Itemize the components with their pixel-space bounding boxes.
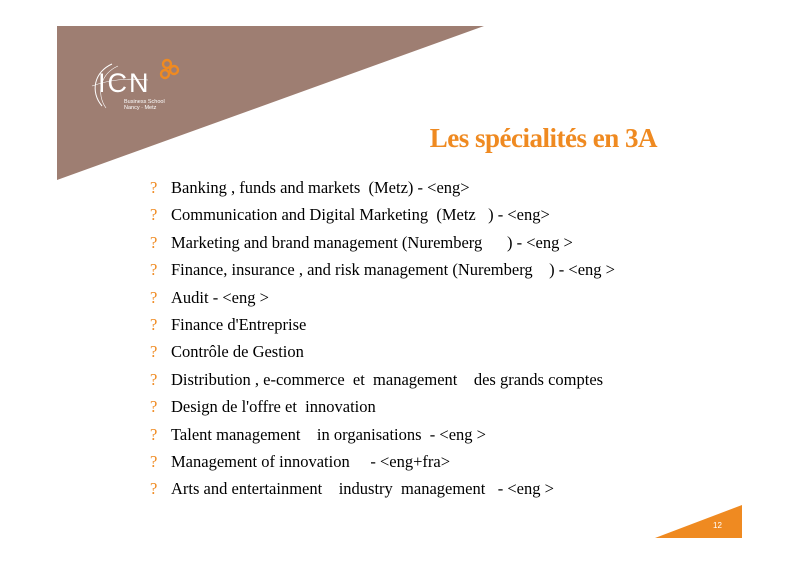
page-number: 12 — [713, 521, 722, 530]
list-item — [150, 340, 750, 367]
list-item — [150, 450, 750, 477]
bullet-icon: ? — [150, 314, 158, 334]
list-item — [150, 368, 750, 395]
list-item-text: Management of innovation - <eng+fra> — [171, 451, 451, 471]
list-item-text: Communication and Digital Marketing (Metz ) - <eng> — [171, 205, 550, 225]
list-item-text: Marketing and brand management (Nuremberg ) - <eng > — [171, 232, 573, 252]
bullet-icon: ? — [150, 232, 158, 252]
bullet-icon: ? — [150, 342, 158, 362]
bullet-icon: ? — [150, 479, 158, 499]
bullet-icon: ? — [150, 451, 158, 471]
list-item-text: Design de l'offre et innovation — [171, 397, 376, 417]
list-item — [150, 176, 750, 203]
logo-subtitle: Business School Nancy · Metz — [124, 99, 165, 111]
list-item-text: Audit - <eng > — [171, 287, 269, 307]
bullet-icon: ? — [150, 397, 158, 417]
list-item — [150, 395, 750, 422]
list-item — [150, 203, 750, 230]
bullet-icon: ? — [150, 178, 158, 197]
list-item-text: Finance, insurance , and risk management (Nuremberg ) - <eng > — [171, 260, 615, 280]
specialities-list — [150, 176, 750, 505]
list-item — [150, 286, 750, 313]
orange-ring-icon — [161, 70, 169, 78]
bullet-icon: ? — [150, 424, 158, 444]
bottom-right-corner-shape — [655, 505, 742, 538]
list-item — [150, 423, 750, 450]
bullet-icon: ? — [150, 287, 158, 307]
slide-title: Les spécialités en 3A — [429, 123, 657, 153]
list-item-text: Contrôle de Gestion — [171, 342, 304, 362]
list-item — [150, 258, 750, 285]
bullet-icon: ? — [150, 205, 158, 225]
list-item — [150, 477, 750, 504]
list-item-text: Distribution , e-commerce et management des grands comptes — [171, 369, 604, 389]
bullet-icon: ? — [150, 369, 158, 389]
list-item — [150, 313, 750, 340]
list-item-text: Banking , funds and markets (Metz) - <eng> — [171, 178, 470, 197]
list-item — [150, 231, 750, 258]
orange-ring-icon — [170, 66, 178, 74]
list-item-text: Talent management in organisations - <eng > — [171, 424, 486, 444]
list-item-text: Arts and entertainment industry management - <eng > — [171, 479, 554, 499]
list-item-text: Finance d'Entreprise — [171, 314, 307, 334]
logo-name: ICN — [98, 68, 151, 98]
orange-ring-icon — [163, 60, 171, 68]
bullet-icon: ? — [150, 260, 158, 280]
